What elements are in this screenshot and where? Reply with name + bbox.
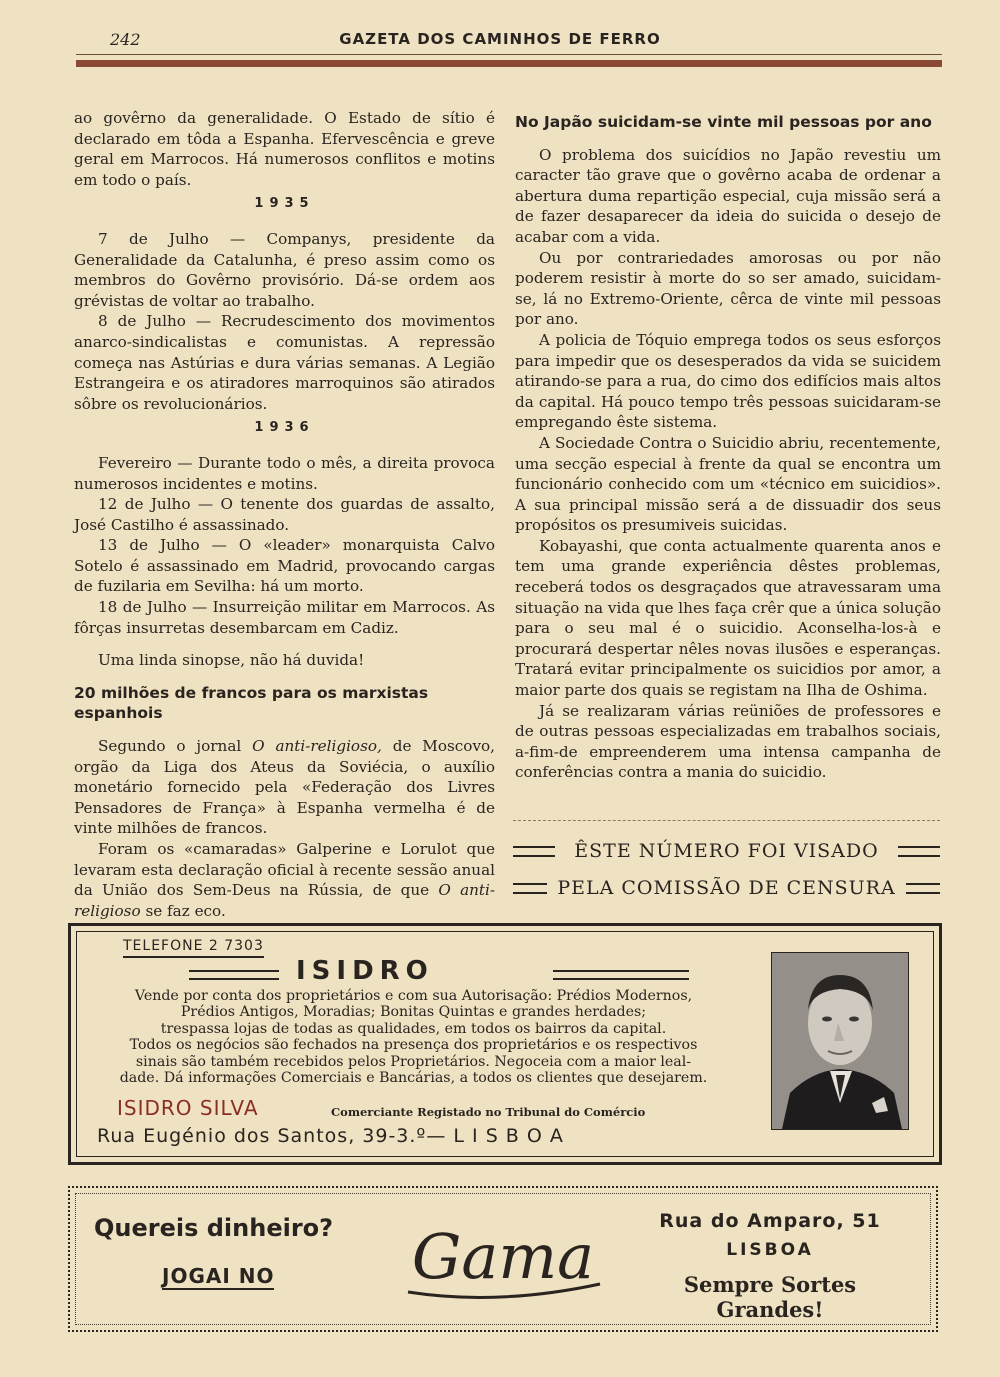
page-number: 242 bbox=[110, 30, 141, 49]
japao-paragraph-5: Kobayashi, que conta actualmente quarenta anos e tem uma grande experiência dêstes problemas, receberá todos os desgraçados que atravessaram uma situação na vida que lhes faça crêr que a única solução para o seu mal é o suicidio. Aconselha-los-à e procurará despertar nêles novas ilusões e esperanças. Tratará evitar principalmente os suicidios por amor, a maior parte dos quais se registam na Ilha de Oshima. bbox=[515, 536, 941, 700]
phone-number: TELEFONE 2 7303 bbox=[123, 938, 264, 958]
year-heading-1935: 1935 bbox=[254, 196, 315, 212]
censor-notice-line-1: ÊSTE NÚMERO FOI VISADO bbox=[513, 840, 940, 862]
column-divider-rule bbox=[513, 820, 940, 821]
gama-slogan: Sempre Sortes Grandes! bbox=[683, 1272, 857, 1322]
gama-logo bbox=[388, 1206, 618, 1306]
magazine-title: GAZETA DOS CAMINHOS DE FERRO bbox=[339, 30, 661, 48]
header-rule bbox=[76, 60, 942, 67]
right-column bbox=[515, 112, 941, 783]
owner-name: ISIDRO SILVA bbox=[117, 1096, 259, 1120]
isidro-ad-text: Vende por conta dos proprietários e com sua Autorisação: Prédios Modernos, Prédios Antigos, Moradias; Bonitas Quintas e grandes herdades; trespassa lojas de todas as qualidades, em todos os bairros da capital. Todos os negócios são fechados na presença dos proprietários e os respectivos sinais são também recebidos pelos Proprietários. Negoceia com a maior leal- dade. Dá informações Comerciais e Bancárias, a todos os clientes que desejarem. bbox=[119, 988, 708, 1087]
title-rule-left bbox=[189, 970, 279, 980]
censor-notice-line-2: PELA COMISSÃO DE CENSURA bbox=[513, 877, 940, 899]
closing-remark: Uma linda sinopse, não há duvida! bbox=[98, 651, 365, 670]
title-rule-right bbox=[553, 970, 689, 980]
year-heading-1936: 1936 bbox=[254, 420, 315, 436]
entry-1936-3: 13 de Julho — O «leader» monarquista Calvo Sotelo é assassinado em Madrid, provocando cargas de fuzilaria em Sevilha: há um morto. bbox=[74, 536, 495, 596]
entry-1936-4: 18 de Julho — Insurreição militar em Marrocos. As fôrças insurretas desembarcam em Cadiz. bbox=[74, 598, 495, 637]
isidro-title: ISIDRO bbox=[296, 956, 434, 986]
japao-paragraph-4: A Sociedade Contra o Suicidio abriu, recentemente, uma secção especial à frente da qual se encontra um funcionário conhecido com um «técnico em suicidios». A sua principal missão será a de dissuadir dos seus propósitos os presumiveis suicidas. bbox=[515, 433, 941, 535]
article-headline-japao: No Japão suicidam-se vinte mil pessoas por ano bbox=[515, 113, 932, 131]
registration-note: Comerciante Registado no Tribunal do Comércio bbox=[331, 1105, 646, 1119]
article-francos-paragraph-1: Segundo o jornal O anti-religioso, de Moscovo, orgão da Liga dos Ateus da Soviécia, o auxílio monetário fornecido pela «Federação dos Livres Pensadores de França» à Espanha vermelha é de vinte milhões de francos. bbox=[74, 737, 495, 838]
entry-1936-2: 12 de Julho — O tenente dos guardas de assalto, José Castilho é assassinado. bbox=[74, 495, 495, 534]
article-headline-francos: 20 milhões de francos para os marxistas espanhois bbox=[74, 683, 429, 723]
intro-paragraph: ao govêrno da generalidade. O Estado de sítio é declarado em tôda a Espanha. Efervescência e greve geral em Marrocos. Há numerosos conflitos e motins em todo o país. bbox=[74, 109, 495, 189]
entry-1936-1: Fevereiro — Durante todo o mês, a direita provoca numerosos incidentes e motins. bbox=[74, 453, 495, 493]
gama-advertisement bbox=[68, 1186, 938, 1332]
entry-1935-2: 8 de Julho — Recrudescimento dos movimentos anarco-sindicalistas e comunistas. A repressão começa nas Astúrias e dura várias semanas. A Legião Estrangeira e os atiradores marroquinos são atirados sôbre os revolucionários. bbox=[74, 312, 495, 413]
left-column bbox=[74, 108, 495, 921]
japao-paragraph-1: O problema dos suicídios no Japão revestiu um caracter tão grave que o govêrno acaba de ordenar a abertura duma repartição especial, cuja missão será a de fazer desaparecer da ideia do suicida o desejo de acabar com a vida. bbox=[515, 145, 941, 246]
article-francos-paragraph-2: Foram os «camaradas» Galperine e Lorulot que levaram esta declaração oficial à recente sessão anual da União dos Sem-Deus na Rússia, de que O anti-religioso se faz eco. bbox=[74, 840, 495, 920]
gama-question: Quereis dinheiro? bbox=[94, 1214, 334, 1242]
japao-paragraph-3: A policia de Tóquio emprega todos os seus esforços para impedir que os desesperados da vida se suicidem atirando-se para a rua, do cimo dos edifícios mais altos da capital. Há pouco tempo três pessoas suicidaram-se empregando êste sistema. bbox=[515, 330, 941, 432]
newspaper-title-2: O anti-religioso bbox=[74, 881, 495, 920]
gama-logo-text: Gama bbox=[411, 1220, 595, 1293]
isidro-advertisement bbox=[68, 923, 942, 1165]
portrait-image bbox=[772, 953, 908, 1129]
gama-city: LISBOA bbox=[726, 1240, 814, 1260]
isidro-address: Rua Eugénio dos Santos, 39-3.º— L I S B O A bbox=[97, 1125, 564, 1147]
japao-paragraph-2: Ou por contrariedades amorosas ou por não poderem resistir à morte do so ser amado, suicidam-se, lá no Extremo-Oriente, cêrca de vinte mil pessoas por ano. bbox=[515, 248, 941, 329]
newspaper-title: O anti-religioso, bbox=[252, 737, 382, 756]
gama-play-line: JOGAI NO bbox=[162, 1264, 275, 1288]
portrait-photo bbox=[771, 952, 909, 1130]
header-thin-rule bbox=[76, 54, 942, 55]
entry-1935-1: 7 de Julho — Companys, presidente da Generalidade da Catalunha, é preso assim como os membros do Govêrno provisório. Dá-se ordem aos grévistas de voltar ao trabalho. bbox=[74, 229, 495, 310]
japao-paragraph-6: Já se realizaram várias reüniões de professores e de outras pessoas especializadas em trabalhos sociais, a-fim-de empreenderem uma intensa campanha de conferências contra a mania do suicidio. bbox=[515, 701, 941, 782]
gama-street: Rua do Amparo, 51 bbox=[659, 1210, 881, 1232]
